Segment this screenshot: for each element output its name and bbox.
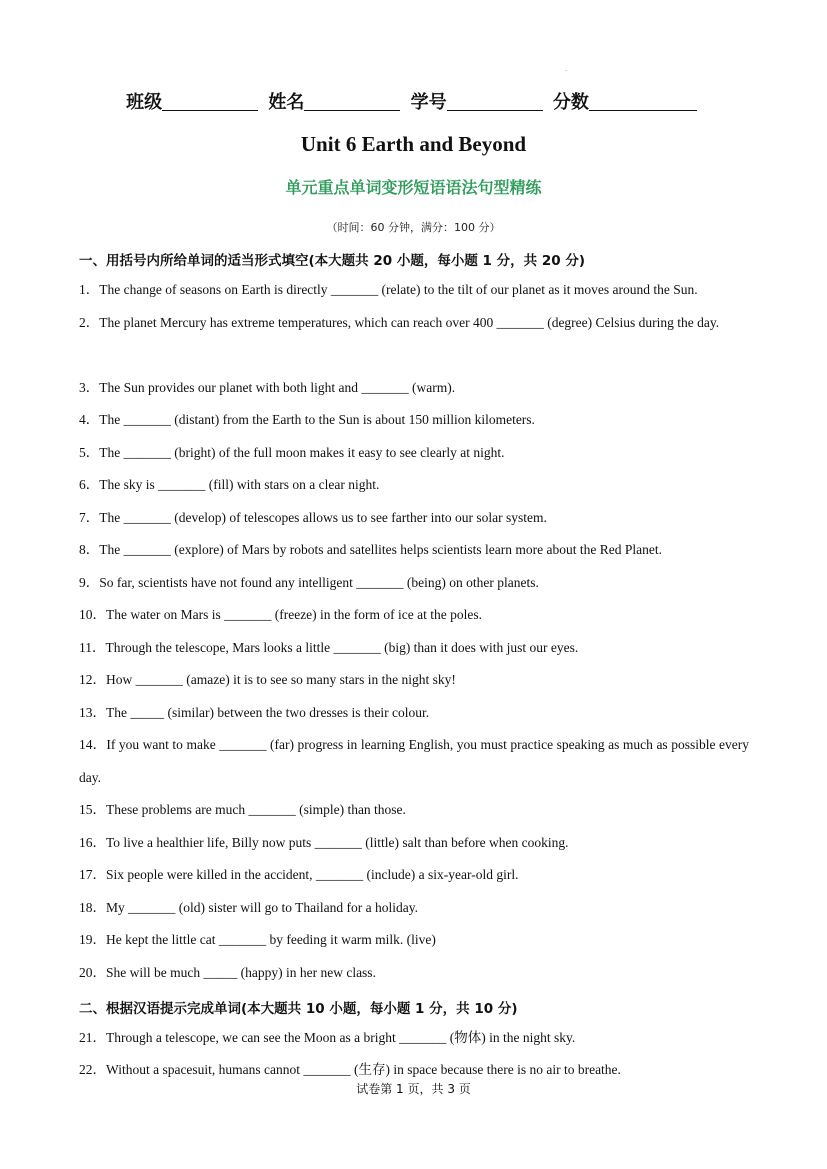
question-7: 7．The _______ (develop) of telescopes allows us to see farther into our solar system. [79, 510, 547, 525]
exercise-subtitle: 单元重点单词变形短语语法句型精练 [285, 178, 542, 197]
score-blank [589, 92, 697, 111]
question-1: 1．The change of seasons on Earth is directly _______ (relate) to the tilt of our planet as it moves around the Sun. [79, 282, 698, 297]
question-21: 21．Through a telescope, we can see the Moon as a bright _______ (物体) in the night sky. [79, 1030, 576, 1045]
question-13: 13．The _____ (similar) between the two dresses is their colour. [79, 705, 430, 720]
name-label: 姓名 [268, 92, 305, 113]
page-footer: 试卷第 1 页，共 3 页 [356, 1082, 471, 1096]
question-18: 18．My _______ (old) sister will go to Thailand for a holiday. [79, 900, 418, 915]
student-info-line [0, 88, 827, 114]
section1-heading: 一、用括号内所给单词的适当形式填空(本大题共 20 小题，每小题 1 分，共 20 分) [79, 253, 586, 269]
question-17: 17．Six people were killed in the accident, _______ (include) a six-year-old girl. [79, 867, 519, 882]
question-11: 11．Through the telescope, Mars looks a little _______ (big) than it does with just our eyes. [79, 640, 579, 655]
class-blank [162, 92, 258, 111]
question-16: 16．To live a healthier life, Billy now puts _______ (little) salt than before when cooking. [79, 835, 569, 850]
name-blank [304, 92, 400, 111]
section2-heading: 二、根据汉语提示完成单词(本大题共 10 小题，每小题 1 分，共 10 分) [79, 1001, 518, 1017]
question-2: 2．The planet Mercury has extreme temperatures, which can reach over 400 _______ (degree) Celsius during the day. [79, 315, 720, 330]
question-4: 4．The _______ (distant) from the Earth to the Sun is about 150 million kilometers. [79, 412, 535, 427]
question-14: 14．If you want to make _______ (far) progress in learning English, you must practice speaking as much as possible every day. [79, 737, 749, 785]
time-info: （时间：60 分钟，满分：100 分） [326, 221, 501, 234]
question-10: 10．The water on Mars is _______ (freeze) in the form of ice at the poles. [79, 607, 482, 622]
question-12: 12．How _______ (amaze) it is to see so many stars in the night sky! [79, 672, 456, 687]
stray-dot: . [565, 64, 567, 73]
question-22: 22．Without a spacesuit, humans cannot _______ (生存) in space because there is no air to breathe. [79, 1062, 621, 1077]
class-label: 班级 [126, 92, 163, 113]
question-20: 20．She will be much _____ (happy) in her new class. [79, 965, 376, 980]
number-blank [447, 92, 543, 111]
question-15: 15．These problems are much _______ (simple) than those. [79, 802, 406, 817]
unit-title: Unit 6 Earth and Beyond [300, 132, 527, 156]
question-5: 5．The _______ (bright) of the full moon makes it easy to see clearly at night. [79, 445, 505, 460]
number-label: 学号 [410, 92, 447, 113]
question-6: 6．The sky is _______ (fill) with stars on a clear night. [79, 477, 380, 492]
score-label: 分数 [552, 92, 589, 113]
question-8: 8．The _______ (explore) of Mars by robots and satellites helps scientists learn more about the Red Planet. [79, 542, 662, 557]
question-19: 19．He kept the little cat _______ by feeding it warm milk. (live) [79, 932, 436, 947]
question-9: 9．So far, scientists have not found any intelligent _______ (being) on other planets. [79, 575, 539, 590]
question-3: 3．The Sun provides our planet with both light and _______ (warm). [79, 380, 456, 395]
